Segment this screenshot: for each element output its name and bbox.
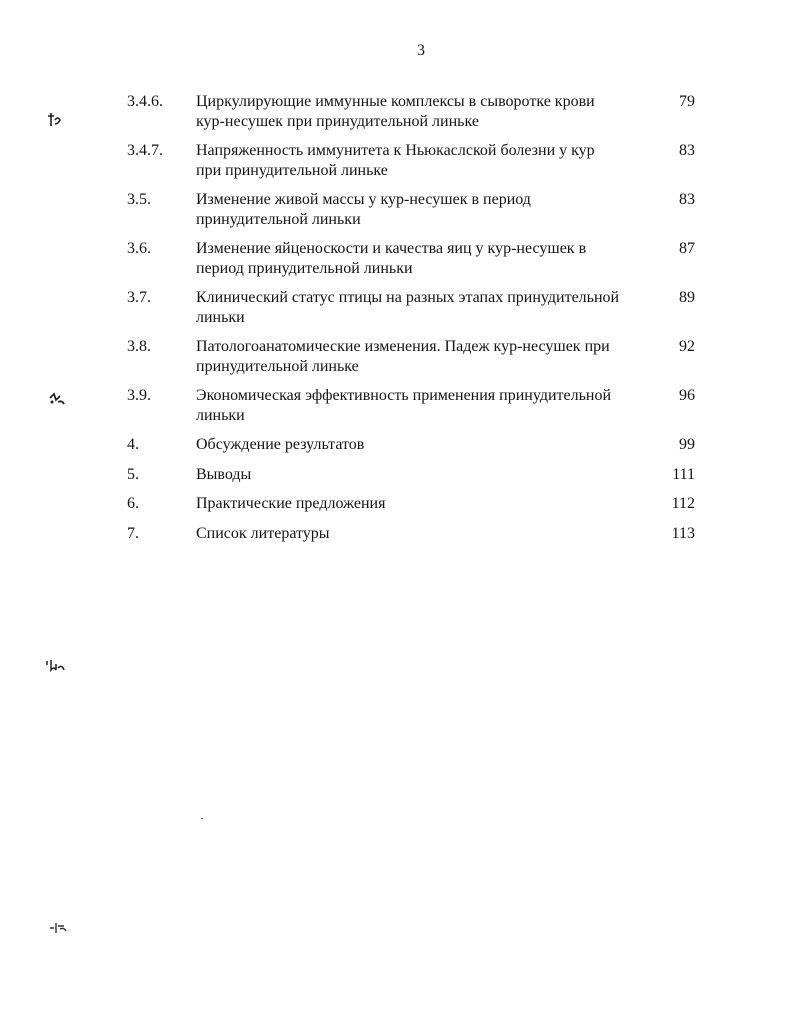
toc-page-number: 83 (679, 191, 695, 208)
table-of-contents (127, 90, 695, 551)
toc-section-number: 3.5. (127, 191, 151, 208)
toc-row (127, 463, 695, 493)
toc-section-title: Изменение яйценоскости и качества яиц у кур-несушек в период принудительной линьки (196, 240, 587, 277)
toc-section-title: Практические предложения (196, 495, 386, 512)
scan-mark (48, 920, 70, 936)
toc-page-number: 112 (671, 495, 695, 512)
toc-section-number: 5. (127, 465, 139, 483)
toc-row (127, 237, 695, 286)
toc-section-title: Обсуждение результатов (196, 436, 365, 453)
page-number: 3 (417, 42, 425, 59)
toc-row (127, 433, 695, 463)
toc-page-number: 79 (679, 93, 695, 110)
toc-row (127, 384, 695, 433)
toc-row (127, 90, 695, 139)
toc-section-title: Патологоанатомические изменения. Падеж кур-несушек при принудительной линьке (196, 338, 610, 375)
toc-section-number: 3.7. (127, 289, 151, 306)
scan-mark (48, 392, 68, 408)
toc-row (127, 188, 695, 237)
toc-section-number: 3.4.7. (127, 142, 163, 159)
toc-section-number: 3.6. (127, 240, 151, 257)
toc-page-number: 92 (679, 338, 695, 355)
toc-section-number: 3.9. (127, 387, 151, 404)
scan-dust (201, 818, 203, 819)
toc-row (127, 286, 695, 335)
toc-section-title: Напряженность иммунитета к Ньюкаслской болезни у кур при принудительной линьке (196, 142, 595, 179)
toc-section-number: 3.4.6. (127, 93, 163, 110)
toc-row (127, 522, 695, 552)
toc-page-number: 113 (671, 524, 695, 542)
toc-page-number: 96 (679, 387, 695, 404)
toc-section-title: Выводы (196, 465, 252, 483)
toc-section-number: 7. (127, 524, 139, 542)
toc-page-number: 83 (679, 142, 695, 159)
toc-section-title: Список литературы (196, 524, 330, 542)
toc-section-title: Клинический статус птицы на разных этапах принудительной линьки (196, 289, 620, 326)
scan-mark (46, 112, 66, 130)
toc-page-number: 111 (672, 465, 695, 483)
toc-page-number: 99 (679, 436, 695, 453)
toc-section-title: Циркулирующие иммунные комплексы в сыворотке крови кур-несушек при принудительной линьке (196, 93, 595, 130)
toc-page-number: 89 (679, 289, 695, 306)
scan-mark (44, 658, 68, 676)
toc-section-number: 4. (127, 436, 139, 453)
toc-row (127, 139, 695, 188)
toc-section-number: 6. (127, 495, 139, 512)
toc-section-number: 3.8. (127, 338, 151, 355)
toc-row (127, 492, 695, 522)
toc-section-title: Изменение живой массы у кур-несушек в период принудительной линьки (196, 191, 531, 228)
toc-section-title: Экономическая эффективность применения принудительной линьки (196, 387, 612, 424)
toc-page-number: 87 (679, 240, 695, 257)
toc-row (127, 335, 695, 384)
